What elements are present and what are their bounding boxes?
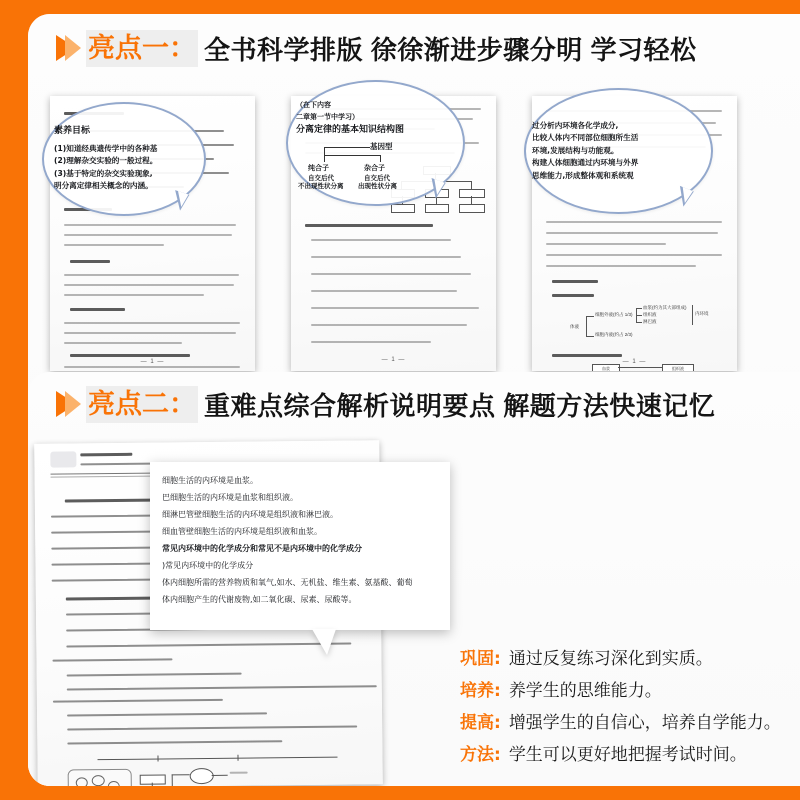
page-right-triangle-diagram [592,364,697,371]
note-line-1: 细胞生活的内环境是血浆。 [162,476,258,485]
tree-branch-2: 细胞内液(约占 2/3) [595,332,633,337]
tree-right-label: 杂合子 [364,164,385,173]
tree-left-label: 纯合子 [308,164,329,173]
benefit-value: 通过反复练习深化到实质。 [508,649,713,669]
benefits-list [460,644,781,772]
tree-root-label: 基因型 [370,142,393,152]
tree-leaf-1: 血浆(约为其大部组成) [643,305,687,310]
note-line-3: 细淋巴管壁细胞生活的内环境是组织液和淋巴液。 [162,510,338,519]
benefit-value: 养学生的思维能力。 [508,681,662,701]
note-line-5: 常见内环境中的化学成分和常见不是内环境中的化学成分 [162,544,362,553]
play-arrow-secondary-icon [65,35,81,61]
tree-right-sub-2: 出现性状分离 [358,182,397,191]
callout-left-line-2: (2)理解杂交实验的一般过程。 [54,156,158,166]
callout-right-line-3: 环境,发展结构与功能观。 [532,145,619,155]
callout-left-text [44,104,204,214]
callout-right-line-4: 构建人体细胞通过内环境与外界 [532,158,639,168]
callout-right-line-2: 比较人体内不同部位细胞所生活 [532,133,639,143]
triangle-node-top-right: 组织液 [662,364,694,371]
note-line-6: )常见内环境中的化学成分 [162,561,254,570]
play-arrow-secondary-icon [65,391,81,417]
page-right-tree-diagram [570,305,720,348]
callout-right-line-1: 过分析内环境各化学成分, [532,120,619,130]
benefit-row [460,676,781,701]
callout-left-heading: 素养目标 [54,126,91,137]
section-2-header [56,384,715,424]
benefit-key: 方法: [460,745,501,765]
section-1-tag: 亮点一： [86,30,198,67]
benefit-value: 学生可以更好地把握考试时间。 [508,745,747,765]
benefit-key: 提高: [460,713,501,733]
tree-leaf-2: 组织液 [643,312,657,317]
benefit-row [460,644,781,669]
tree-left-sub-1: 自交后代 [308,174,334,183]
section-2-tag: 亮点二： [86,386,198,423]
callout-bubble-middle [286,80,465,206]
note-line-2: 巴细胞生活的内环境是血浆和组织液。 [162,493,298,502]
tree-right-sub-1: 自交后代 [364,174,390,183]
callout-left-line-3: (3)基于特定的杂交实验现象, [54,168,153,178]
tree-leaf-group: 内环境 [695,311,709,316]
section-2-title: 重难点综合解析说明要点 解题方法快速记忆 [204,390,716,421]
callout-left-line-1: (1)知道经典遗传学中的各种基 [54,143,158,153]
overlay-note-text [162,472,442,608]
tree-leaf-3: 淋巴液 [643,319,657,324]
callout-bubble-left [42,102,206,216]
note-line-9: 体内细胞产生的代谢废物,如二氧化碳、尿素、尿酸等。 [162,595,357,604]
note-line-7: 体内细胞所需的营养物质和氧气,如水、无机盐、维生素、氨基酸、葡萄 [162,578,413,587]
benefit-key: 培养: [460,681,501,701]
benefit-value: 增强学生的自信心，培养自学能力。 [508,713,781,733]
callout-bubble-right [524,88,713,214]
callout-middle-heading: 分离定律的基本知识结构图 [296,124,405,135]
benefit-row [460,740,781,765]
page-right-number: — 1 — [622,359,647,365]
tree-root: 体液 [570,324,579,329]
benefit-row [460,708,781,733]
section-2-panel [28,372,800,786]
note-line-4: 细血管壁细胞生活的内环境是组织液和血浆。 [162,527,322,536]
internal-environment-diagram [67,752,368,786]
section-1-title: 全书科学排版 徐徐渐进步骤分明 学习轻松 [204,34,697,65]
callout-left-line-4: 明分离定律相关概念的内涵。 [54,181,153,191]
benefit-key: 巩固: [460,649,501,669]
note-card-tail [312,629,336,655]
section-1-header [56,28,696,68]
page-middle-number: — 1 — [381,357,406,363]
tree-left-sub-2: 不出现性状分离 [298,182,344,191]
tree-branch-1: 细胞外液(约占 1/3) [595,312,633,317]
callout-middle-text [288,82,463,204]
overlay-note-card [150,462,450,630]
callout-middle-top-1: （在下内容 [296,100,331,109]
page-left-number: — 1 — [140,359,165,365]
callout-middle-tree [296,141,455,191]
callout-middle-top-2: 二章第一节中学习） [296,113,359,122]
triangle-node-top-left: 血浆 [592,364,620,371]
callout-right-text [526,90,711,212]
callout-right-line-5: 思维能力,形成整体观和系统观 [532,170,634,180]
